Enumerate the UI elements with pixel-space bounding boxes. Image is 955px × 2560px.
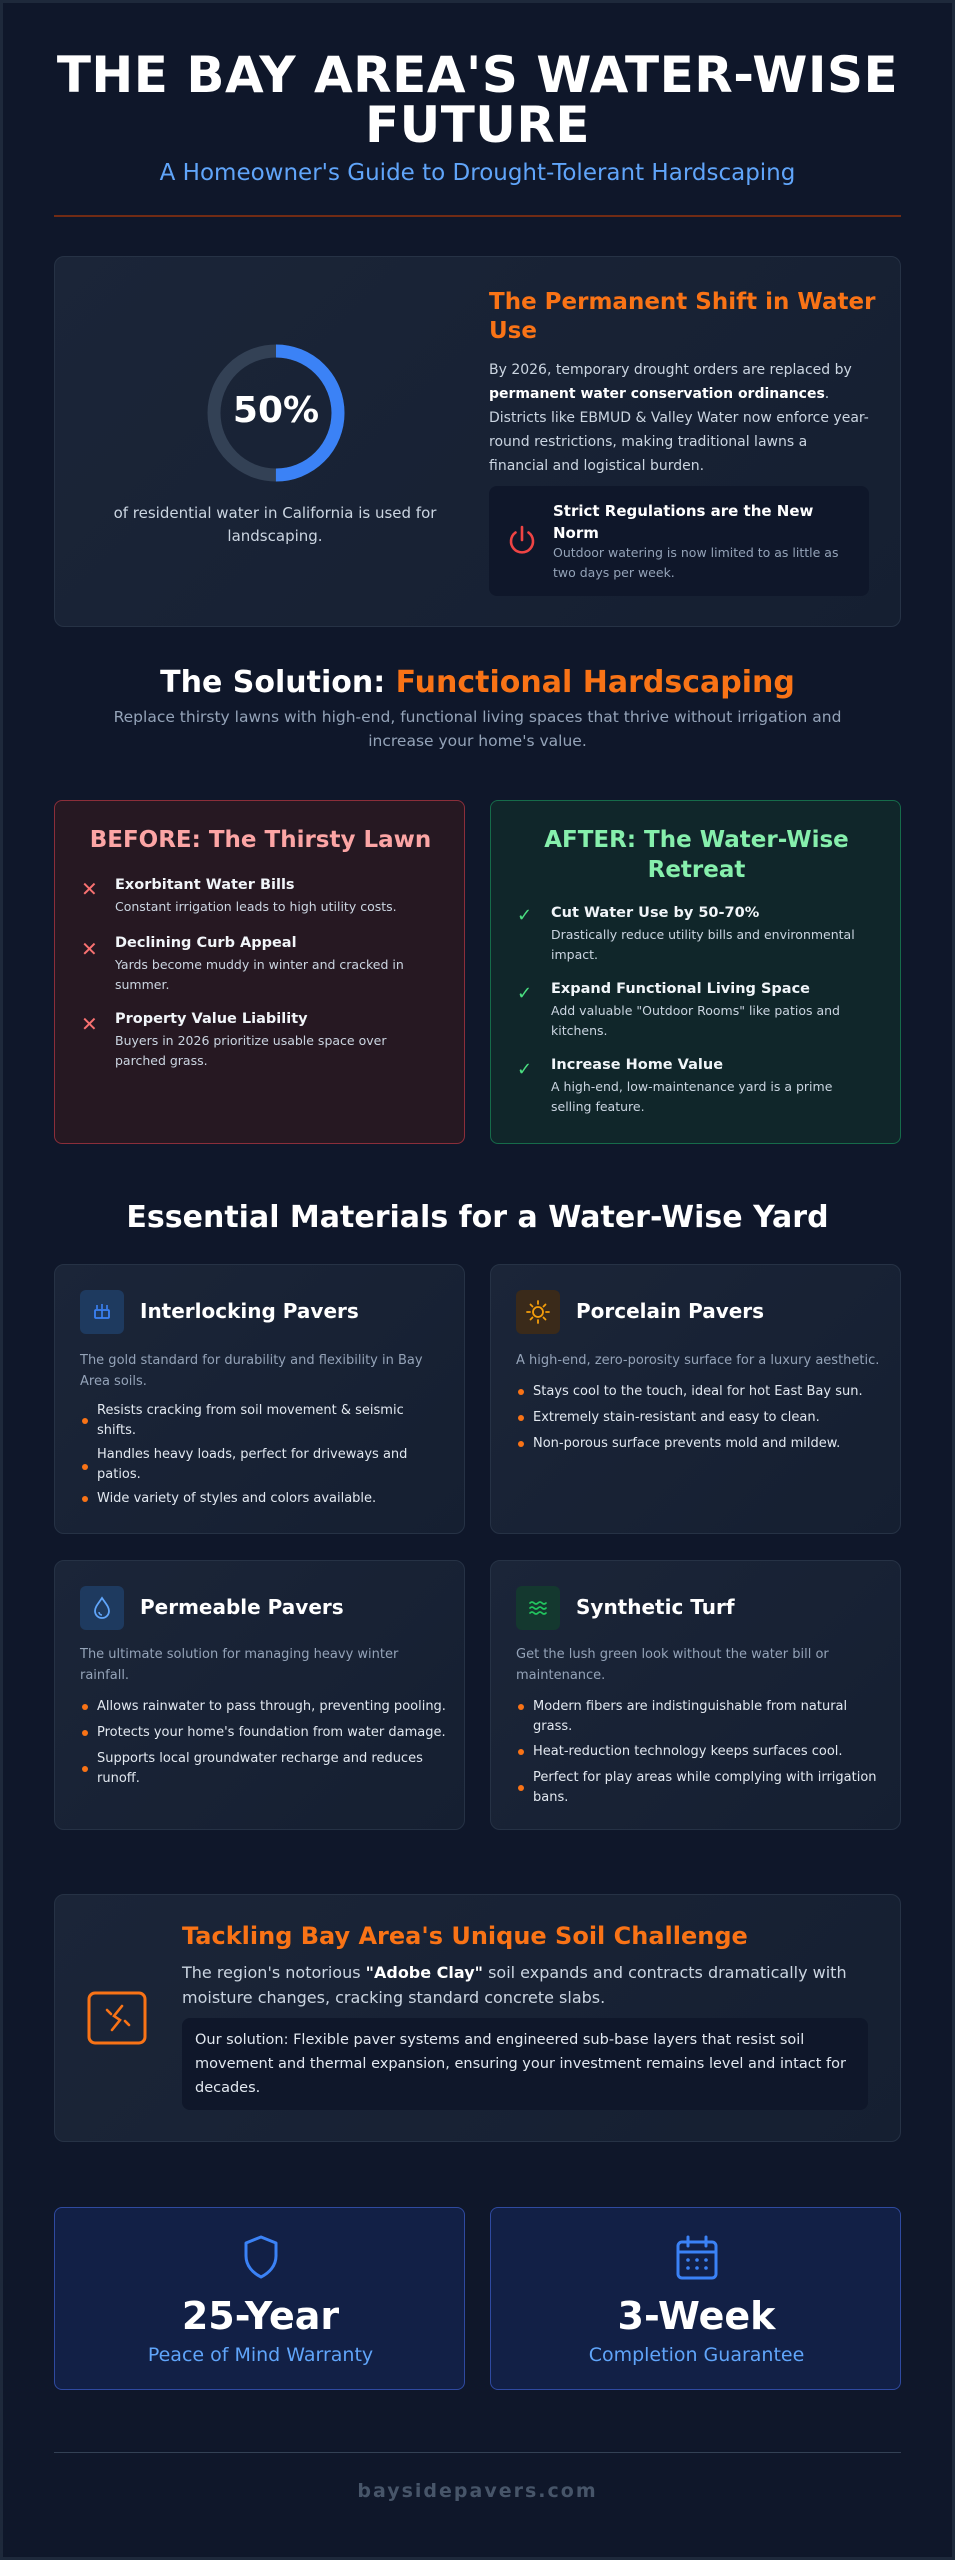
material-title: Porcelain Pavers [576, 1299, 765, 1323]
solution-title-accent: Functional Hardscaping [395, 665, 795, 700]
material-desc: A high-end, zero-porosity surface for a luxury aesthetic. [516, 1353, 880, 1368]
before-item-title: Property Value Liability [115, 1011, 308, 1027]
bullet-dot [82, 1496, 88, 1502]
soil-body-emphasis: "Adobe Clay" [365, 1963, 483, 1982]
bullet-dot [82, 1730, 88, 1736]
bullet-dot [82, 1418, 88, 1424]
after-item-desc: Add valuable "Outdoor Rooms" like patios and kitchens. [551, 1003, 840, 1038]
after-item-desc: A high-end, low-maintenance yard is a prime selling feature. [551, 1079, 833, 1114]
after-card [490, 800, 901, 1144]
material-bullet: Heat-reduction technology keeps surfaces cool. [533, 1744, 843, 1759]
regulation-title: Strict Regulations are the New Norm [553, 502, 814, 542]
material-bullet: Stays cool to the touch, ideal for hot East Bay sun. [533, 1384, 863, 1399]
material-bullet: Perfect for play areas while complying with irrigation bans. [533, 1770, 877, 1805]
before-item-title: Declining Curb Appeal [115, 935, 297, 951]
soil-title: Tackling Bay Area's Unique Soil Challenge [182, 1922, 748, 1950]
sun-icon [516, 1290, 560, 1334]
material-desc: The ultimate solution for managing heavy winter rainfall. [80, 1647, 399, 1683]
bullet-dot [518, 1749, 524, 1755]
warranty-value: 25-Year [181, 2294, 340, 2338]
after-item-title: Increase Home Value [551, 1057, 724, 1073]
soil-body [182, 1960, 862, 2010]
header-divider [54, 215, 901, 217]
material-card-permeable [54, 1560, 465, 1830]
soil-solution: Our solution: Flexible paver systems and engineered sub-base layers that resist soil movement and thermal expansion, ensuring your investment remains level and intact for decades. [195, 2032, 846, 2096]
shift-body-text: By 2026, temporary drought orders are replaced by [489, 362, 852, 378]
check-icon: ✓ [517, 1059, 533, 1080]
x-icon: ✕ [81, 877, 98, 901]
shield-icon [241, 2234, 281, 2280]
completion-label: Completion Guarantee [588, 2344, 805, 2366]
solution-title-lead: The Solution: [160, 665, 396, 700]
material-bullet: Resists cracking from soil movement & seismic shifts. [97, 1403, 404, 1438]
material-bullet: Supports local groundwater recharge and reduces runoff. [97, 1751, 423, 1786]
page-subtitle: A Homeowner's Guide to Drought-Tolerant Hardscaping [159, 160, 796, 186]
shift-title: The Permanent Shift in Water Use [489, 289, 876, 344]
stat-caption: of residential water in California is used for landscaping. [113, 504, 437, 545]
bullet-dot [82, 1464, 88, 1470]
completion-value: 3-Week [617, 2294, 776, 2338]
waves-icon [516, 1586, 560, 1630]
material-desc: Get the lush green look without the water bill or maintenance. [516, 1647, 829, 1683]
soil-body-text: The region's notorious [182, 1963, 366, 1982]
check-icon: ✓ [517, 983, 533, 1004]
before-item-title: Exorbitant Water Bills [115, 877, 295, 893]
material-desc: The gold standard for durability and flexibility in Bay Area soils. [80, 1353, 423, 1389]
page-title: THE BAY AREA'S WATER-WISE FUTURE [56, 46, 899, 154]
footer-site-link[interactable]: baysidepavers.com [357, 2480, 598, 2502]
material-bullet: Protects your home's foundation from water damage. [97, 1725, 446, 1740]
material-title: Synthetic Turf [576, 1595, 735, 1619]
completion-card [490, 2207, 901, 2390]
before-card [54, 800, 465, 1144]
water-drop-icon [80, 1586, 124, 1630]
x-icon: ✕ [81, 937, 98, 961]
solution-subtitle: Replace thirsty lawns with high-end, functional living spaces that thrive without irrigation and increase your home's value. [113, 708, 842, 750]
pavers-icon [80, 1290, 124, 1334]
materials-heading: Essential Materials for a Water-Wise Yard [126, 1200, 829, 1235]
material-bullet: Wide variety of styles and colors available. [97, 1491, 377, 1506]
bullet-dot [82, 1704, 88, 1710]
before-title: BEFORE: The Thirsty Lawn [89, 827, 432, 853]
bullet-dot [518, 1415, 524, 1421]
after-item-desc: Drastically reduce utility bills and environmental impact. [551, 927, 855, 962]
power-icon [505, 523, 539, 557]
bullet-dot [82, 1766, 88, 1772]
bullet-dot [518, 1785, 524, 1791]
warranty-card [54, 2207, 465, 2390]
stat-value: 50% [232, 390, 320, 431]
shift-body-emphasis: permanent water conservation ordinances [489, 386, 825, 402]
material-card-turf [490, 1560, 901, 1830]
material-card-porcelain [490, 1264, 901, 1534]
bullet-dot [518, 1389, 524, 1395]
regulation-desc: Outdoor watering is now limited to as little as two days per week. [553, 545, 839, 580]
material-bullet: Non-porous surface prevents mold and mildew. [533, 1436, 841, 1451]
before-item-desc: Yards become muddy in winter and cracked in summer. [115, 957, 404, 992]
material-card-interlocking [54, 1264, 465, 1534]
calendar-icon [674, 2234, 720, 2282]
check-icon: ✓ [517, 905, 533, 926]
material-title: Permeable Pavers [140, 1595, 344, 1619]
before-item-desc: Constant irrigation leads to high utility costs. [115, 899, 397, 914]
after-title: AFTER: The Water-Wise Retreat [544, 827, 849, 883]
after-item-title: Expand Functional Living Space [551, 981, 811, 997]
material-bullet: Modern fibers are indistinguishable from natural grass. [533, 1699, 848, 1734]
shift-body-text-end: . Districts like EBMUD & Valley Water now enforce year-round restrictions, making traditional lawns a financial and logistical burden. [489, 386, 869, 474]
warranty-label: Peace of Mind Warranty [147, 2344, 374, 2366]
cracked-soil-icon [86, 1990, 148, 2046]
x-icon: ✕ [81, 1012, 98, 1036]
bullet-dot [518, 1441, 524, 1447]
bullet-dot [518, 1704, 524, 1710]
material-bullet: Allows rainwater to pass through, preventing pooling. [97, 1699, 446, 1714]
shift-body [489, 358, 869, 478]
material-bullet: Handles heavy loads, perfect for driveways and patios. [97, 1447, 408, 1482]
material-title: Interlocking Pavers [140, 1299, 359, 1323]
after-item-title: Cut Water Use by 50-70% [551, 905, 760, 921]
solution-title [40, 665, 915, 700]
material-bullet: Extremely stain-resistant and easy to clean. [533, 1410, 820, 1425]
footer-divider [54, 2452, 901, 2453]
before-item-desc: Buyers in 2026 prioritize usable space over parched grass. [115, 1033, 387, 1068]
soil-body-text-end: soil expands and contracts dramatically with moisture changes, cracking standard concrete slabs. [182, 1963, 847, 2007]
